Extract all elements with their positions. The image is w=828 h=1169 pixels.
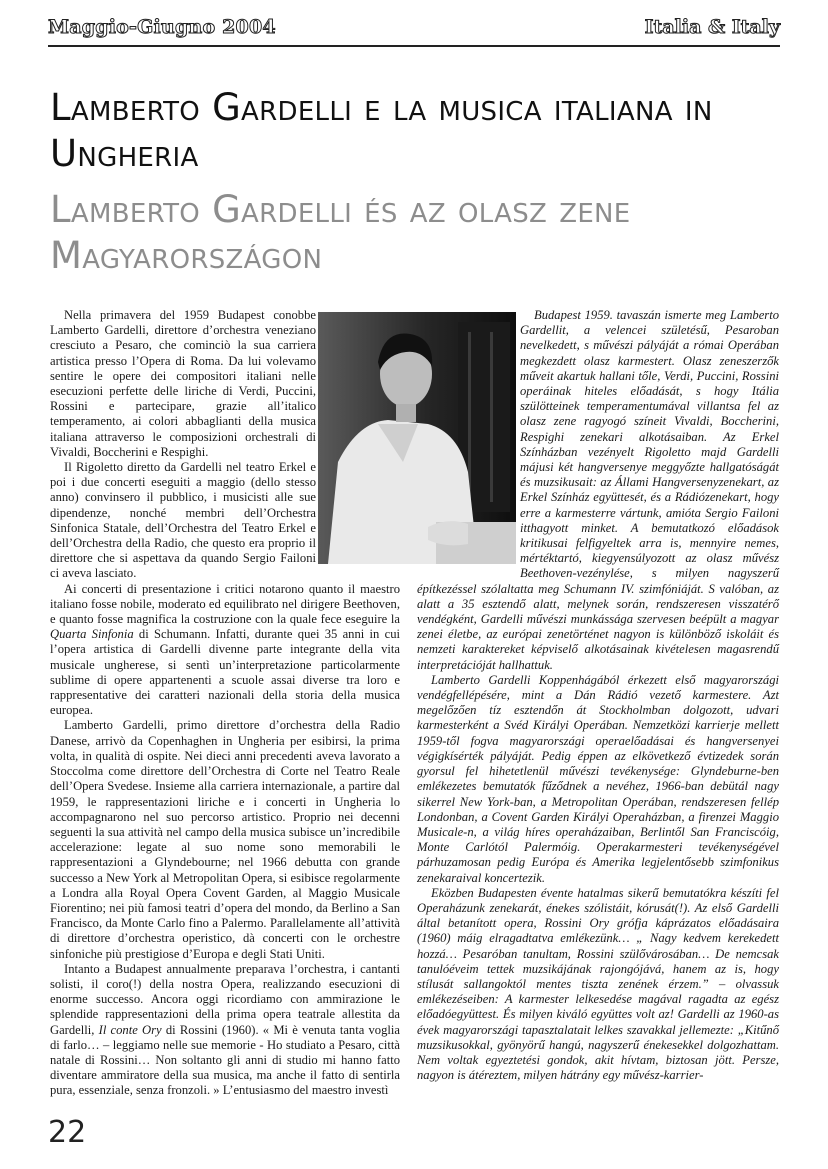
issue-date: Maggio-Giugno 2004 (48, 16, 276, 38)
italian-paragraph: Nella primavera del 1959 Budapest conobbe Lamberto Gardelli, direttore d’orchestra veneziano cresciuto a Pesaro, che cominciò la sua carriera artistica presso l’Opera di Roma. Da lui volevamo sentire le opere dei compositori italiani nelle esecuzioni perfette delle liriche di Verdi, Puccini, Rossini e partecipare, grazie all’italico temperamento, ai colori abbaglianti della musica italiana attraverso le composizioni orchestrali di Vivaldi, Boccherini e Respighi. (50, 308, 316, 459)
work-title: Il conte Ory (98, 1022, 162, 1037)
photo-spacer (316, 308, 400, 573)
work-title: Quarta Sinfonia (50, 627, 134, 642)
italian-column (50, 308, 400, 1099)
title-italian: Lamberto Gardelli e la musica italiana in Ungheria (50, 86, 713, 175)
photo-spacer (417, 308, 520, 573)
hungarian-paragraph: Lamberto Gardelli Koppenhágából érkezett első magyarországi vendégfellépésére, mint a Dán Rádió vezető karmestere. Azt megelőzően tíz esztendőn át Stockholmban dolgozott, udvari karmesterként a Svéd Királyi Operában. Nemzetközi karrierje mellett 1959-től fogva magyarországi operaelőadásai és hangversenyei végigkísérték pályáját. Pedig éppen az elkövetkező évtizedek során gyorsul fel hihetetlenül művészi tevékenysége: Glyndeburne-ben emlékezetes bemutatók fűződnek a nevéhez, 1966-ban debütál nagy sikerrel New York-ban, a Metropolitan Operában, rendszeresen fellép Londonban, a Covent Garden Királyi Operaházban, a firenzei Maggio Musicale-n, a világ híres operaházaiban, Berlintől San Franciscóig, Monte Carlótól Palermóig. Operakarmesteri tevékenységével párhuzamosan pedig Európa és Amerika legjelentősebb szimfonikus zenekaraival koncertezik. (417, 672, 779, 885)
page-number: 22 (48, 1115, 87, 1150)
title-hungarian: Lamberto Gardelli és az olasz zene Magyarországon (50, 188, 631, 277)
italian-paragraph: Il Rigoletto diretto da Gardelli nel teatro Erkel e poi i due concerti eseguiti a maggio (dello stesso anno) convinsero il pubblico, i musicisti alle sue dipendenze, nonché membri dell’Orchestra Sinfonica Statale, dell’Orchestra del Teatro Erkel e dell’Orchestra della Radio, che questo era proprio il direttore che si aspettava da quando Sergio Failoni ci aveva lasciato. (50, 460, 316, 581)
italian-paragraph: Lamberto Gardelli, primo direttore d’orchestra della Radio Danese, arrivò da Copenhaghen in Ungheria per esibirsi, la prima volta, in qualità di ospite. Nei dieci anni precedenti aveva lavorato a Stoccolma come direttore dell’Orchestra di Corte nel Teatro Reale dell’Opera Svedese. Insieme alla carriera internazionale, a partire dal 1959, le rappresentazioni liriche e i concerti in Ungheria lo accompagnarono nel suo percorso artistico. Proprio nei decenni seguenti la sua attività nel campo della musica subisce un’incredibile accelerazione: legate al suo nome sono memorabili le rappresentazioni a Glyndebourne; nel 1966 debutta con grande successo a New York al Metropolitan Opera, si esibisce regolarmente a Londra alla Royal Opera Covent Garden, al Maggio Musicale Fiorentino; nei più famosi teatri d’opera del mondo, da Berlino a San Francisco, da Monte Carlo fino a Palermo. Parallelamente all’attività di direttore d’orchestra operistico, dà concerti con le orchestre sinfoniche più prestigiose d’Europa e degli Stati Uniti. (50, 718, 400, 961)
italian-paragraph: Ai concerti di presentazione i critici notarono quanto il maestro italiano fosse nobile, moderato ed equilibrato nel dirigere Beethoven, e quanto fosse magnifica la costruzione con la quale fece eseguire la Quarta Sinfonia di Schumann. Infatti, durante quei 35 anni in cui l’opera artistica di Gardelli divenne parte integrante della vita musicale ungherese, si sentì un’interpretazione particolarmente sublime di opere appartenenti a scuole assai diverse tra loro e rappresentative dei caratteri nazionali della storia della musica europea. (50, 581, 400, 718)
hungarian-column (417, 308, 779, 1083)
header-rule (48, 45, 780, 47)
italian-paragraph: Intanto a Budapest annualmente preparava l’orchestra, i cantanti solisti, il coro(!) della nostra Opera, realizzando esecuzioni di enorme successo. Ancora oggi ricordiamo con ammirazione le splendide rappresentazioni della prima opera teatrale allestita da Gardelli, Il conte Ory di Rossini (1960). « Mi è venuta tanta voglia di farlo… – leggiamo nelle sue memorie - Ho studiato a Pesaro, città natale di Rossini… Non soltanto gli anni di studio mi hanno fatto diventare ammiratore della sua musica, ma anche il fatto di sentirla pura, essenziale, senza fronzoli. » L’entusiasmo del maestro investì (50, 961, 400, 1098)
hungarian-paragraph: Budapest 1959. tavaszán ismerte meg Lamberto Gardellit, a velencei születésű, Pesaroban nevelkedett, s művészi pályáját a római Operában megkezdett olasz karmestert. Olasz zeneszerzők műveit akartuk hallani tőle, Verdi, Puccini, Rossini operáinak hiteles előadását, s hogy Itália szülötteinek temperamentumával villantsa fel az olasz zene ragyogó színeit Vivaldi, Boccherini, Respighi zenekari alkotásaiban. Az Erkel Színházban vezényelt Rigoletto majd Gardelli májusi két hangversenye meggyőzte hallgatóságát és muzsikusait: az Állami Hangversenyzenekart, az Erkel Színház együttesét, és a Rádiózenekart, hogy erre a karmesterre vártunk, amióta Sergio Failoni itthagyott minket. A bemutatkozó előadások kritikusai felfigyeltek arra is, mennyire nemes, mértéktartó, kiegyensúlyozott az olasz művész Beethoven-vezénylése, s milyen nagyszerű építkezéssel szólaltatta meg Schumann IV. szimfóniáját. S valóban, az alatt a 35 esztendő alatt, melynek során, rendszeresen visszatérő vendégként, Gardelli művészi munkássága szervesen beépült a magyar zenei életbe, az európai zenetörténet nagyon is különböző iskoláit és nemzeti karaktereket képviselő alkotásainak kivételesen magasrendű interpretációját hallhattuk. (417, 308, 779, 672)
magazine-name: Italia & Italy (644, 16, 780, 38)
hungarian-paragraph: Eközben Budapesten évente hatalmas sikerű bemutatókra készíti fel Operaházunk zenekarát, énekes szólistáit, kórusát(!). Az első Gardelli által betanított opera, Rossini Ory grófja káprázatos előadásaira (1960) máig elragadtatva emlékezünk… „ Nagy kedvem kerekedett hozzá… Pesaróban tanultam, Rossini szülővárosában… De nemcsak tanulóéveim tettek muzsikájának rajongójává, hanem az is, hogy stílusát sallangoktól mentes tiszta zenének érzem.” – olvassuk emlékezéseiben: A karmester lelkesedése magával ragadta az egész előadóegyüttest. És milyen kiváló együttes volt az! Gardelli az 1960-as évek magyarországi tapasztalatait lelkes szavakkal jellemezte: „Kitűnő muzsikusokkal, gyönyörű hangú, nagyszerű énekesekkel dolgozhattam. Nem voltak egyeztetési gondok, akit hívtam, biztosan jött. Persze, nagyon is átéreztem, milyen hátrány egy művész-karrier- (417, 885, 779, 1083)
